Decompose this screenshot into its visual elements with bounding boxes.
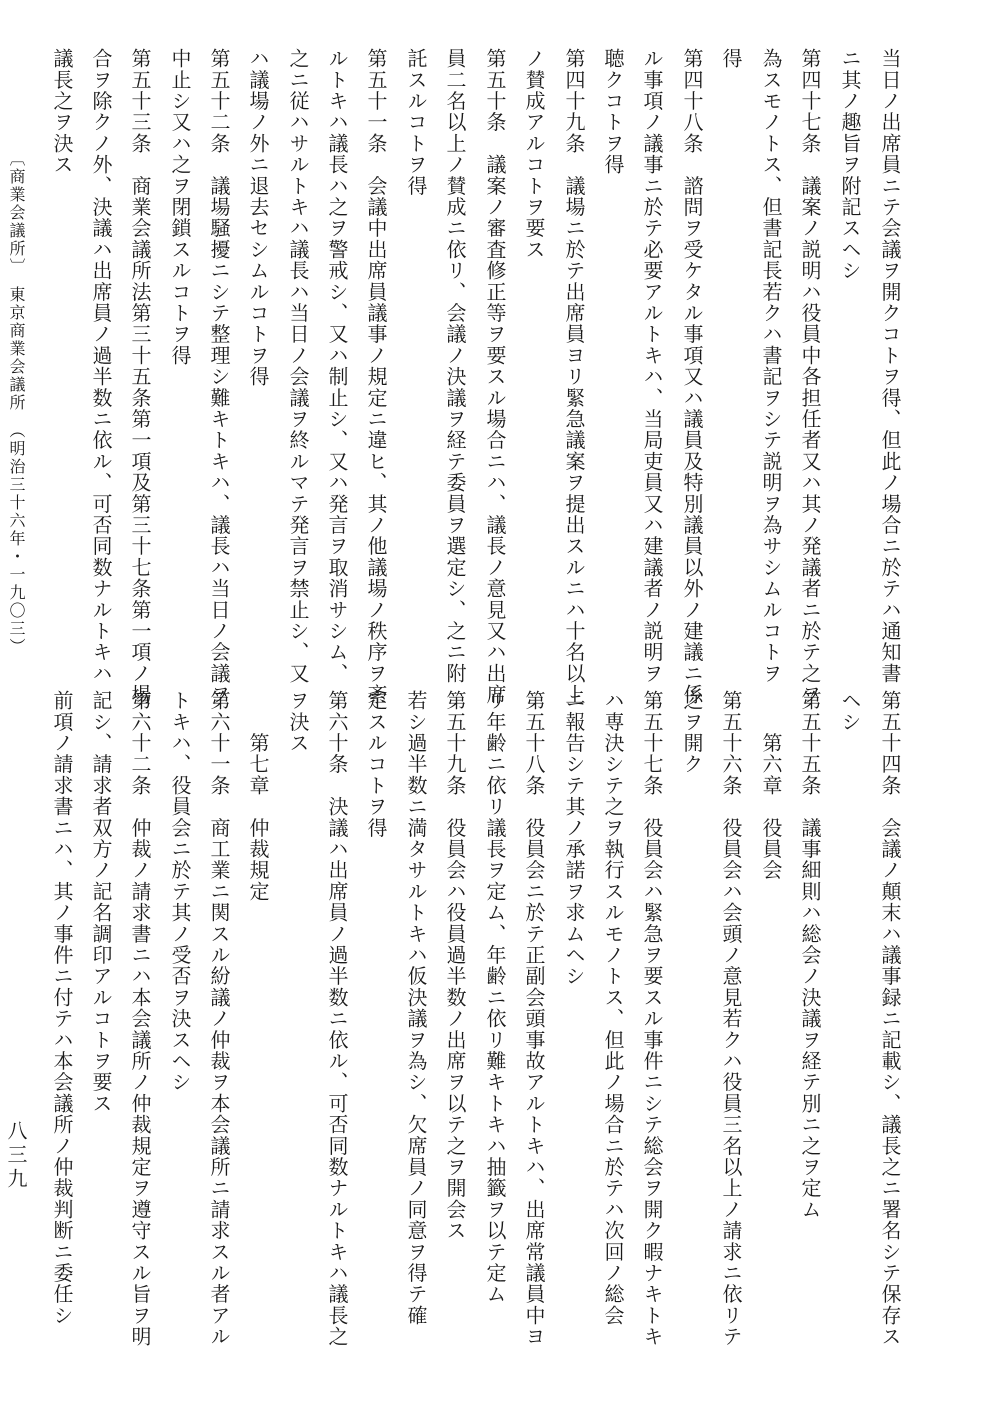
top-column-18: 第五十二条 議場騒擾ニシテ整理シ難キトキハ、議長ハ当日ノ会議ヲ <box>207 48 231 706</box>
top-column-5: 得 <box>719 48 743 70</box>
top-column-22: 議長之ヲ決ス <box>50 48 74 176</box>
top-column-8: 聴クコトヲ得 <box>601 48 625 176</box>
bottom-column-15: 第六十条 決議ハ出席員ノ過半数ニ依ル、可否同数ナルトキハ議長之 <box>325 690 349 1348</box>
bottom-column-9: ニ報告シテ其ノ承諾ヲ求ムヘシ <box>562 690 586 987</box>
top-column-6: 第四十八条 諮問ヲ受ケタル事項又ハ議員及特別議員以外ノ建議ニ係 <box>680 48 704 706</box>
bottom-column-14: 定スルコトヲ得 <box>364 690 388 839</box>
bottom-column-20: 第六十二条 仲裁ノ請求書ニハ本会議所ノ仲裁規定ヲ遵守スル旨ヲ明 <box>128 690 152 1348</box>
top-column-19: 中止シ又ハ之ヲ閉鎖スルコトヲ得 <box>168 48 192 366</box>
top-column-7: ル事項ノ議事ニ於テ必要アルトキハ、当局吏員又ハ建議者ノ説明ヲ <box>640 48 664 684</box>
page-number: 八三九 <box>4 1120 28 1192</box>
top-column-2: ニ其ノ趣旨ヲ附記スヘシ <box>838 48 862 282</box>
bottom-column-16: ヲ決ス <box>286 690 310 754</box>
top-column-14: 第五十一条 会議中出席員議事ノ規定ニ違ヒ、其ノ他議場ノ秩序ヲ紊 <box>364 48 388 706</box>
top-column-9: 第四十九条 議場ニ於テ出席員ヨリ緊急議案ヲ提出スルニハ十名以上 <box>562 48 586 706</box>
top-column-4: 為スモノトス、但書記長若クハ書記ヲシテ説明ヲ為サシムルコトヲ <box>759 48 783 684</box>
bottom-column-1: 第五十四条 会議ノ顛末ハ議事録ニ記載シ、議長之ニ署名シテ保存ス <box>878 690 902 1348</box>
bottom-column-22: 前項ノ請求書ニハ、其ノ事件ニ付テハ本会議所ノ仲裁判断ニ委任シ <box>50 690 74 1326</box>
top-column-20: 第五十三条 商業会議所法第三十五条第一項及第三十七条第一項ノ場 <box>128 48 152 706</box>
top-column-15: ルトキハ議長ハ之ヲ警戒シ、又ハ制止シ、又ハ発言ヲ取消サシム、 <box>325 48 349 684</box>
bottom-column-2: ヘシ <box>838 690 862 733</box>
bottom-column-10: 第五十八条 役員会ニ於テ正副会頭事故アルトキハ、出席常議員中ヨ <box>522 690 546 1348</box>
bottom-column-21: 記シ、請求者双方ノ記名調印アルコトヲ要ス <box>89 690 113 1114</box>
bottom-column-13: 若シ過半数ニ満タサルトキハ仮決議ヲ為シ、欠席員ノ同意ヲ得テ確 <box>404 690 428 1326</box>
top-column-13: 託スルコトヲ得 <box>404 48 428 197</box>
bottom-column-17: 第七章 仲裁規定 <box>246 690 270 902</box>
bottom-column-5: 第五十六条 役員会ハ会頭ノ意見若クハ役員三名以上ノ請求ニ依リテ <box>719 690 743 1348</box>
top-column-12: 員二名以上ノ賛成ニ依リ、会議ノ決議ヲ経テ委員ヲ選定シ、之ニ附 <box>443 48 467 684</box>
bottom-column-6: 之ヲ開ク <box>680 690 704 775</box>
running-footer: 〔商業会議所〕 東京商業会議所 （明治三十六年・一九〇三） <box>7 150 26 656</box>
top-column-11: 第五十条 議案ノ審査修正等ヲ要スル場合ニハ、議長ノ意見又ハ出席 <box>483 48 507 706</box>
bottom-column-3: 第五十五条 議事細則ハ総会ノ決議ヲ経テ別ニ之ヲ定ム <box>798 690 822 1221</box>
bottom-column-18: 第六十一条 商工業ニ関スル紛議ノ仲裁ヲ本会議所ニ請求スル者アル <box>207 690 231 1348</box>
bottom-column-4: 第六章 役員会 <box>759 690 783 881</box>
bottom-column-8: ハ専決シテ之ヲ執行スルモノトス、但此ノ場合ニ於テハ次回ノ総会 <box>601 690 625 1326</box>
bottom-column-11: リ年齢ニ依リ議長ヲ定ム、年齢ニ依リ難キトキハ抽籤ヲ以テ定ム <box>483 690 507 1305</box>
top-column-3: 第四十七条 議案ノ説明ハ役員中各担任者又ハ其ノ発議者ニ於テ之ヲ <box>798 48 822 706</box>
top-column-21: 合ヲ除クノ外、決議ハ出席員ノ過半数ニ依ル、可否同数ナルトキハ <box>89 48 113 684</box>
top-column-1: 当日ノ出席員ニテ会議ヲ開クコトヲ得、但此ノ場合ニ於テハ通知書 <box>878 48 902 684</box>
bottom-column-19: トキハ、役員会ニ於テ其ノ受否ヲ決スヘシ <box>168 690 192 1093</box>
bottom-column-12: 第五十九条 役員会ハ役員過半数ノ出席ヲ以テ之ヲ開会ス <box>443 690 467 1242</box>
top-column-16: 之ニ従ハサルトキハ議長ハ当日ノ会議ヲ終ルマテ発言ヲ禁止シ、又 <box>286 48 310 684</box>
top-column-17: ハ議場ノ外ニ退去セシムルコトヲ得 <box>246 48 270 388</box>
bottom-column-7: 第五十七条 役員会ハ緊急ヲ要スル事件ニシテ総会ヲ開ク暇ナキトキ <box>640 690 664 1348</box>
top-column-10: ノ賛成アルコトヲ要ス <box>522 48 546 260</box>
